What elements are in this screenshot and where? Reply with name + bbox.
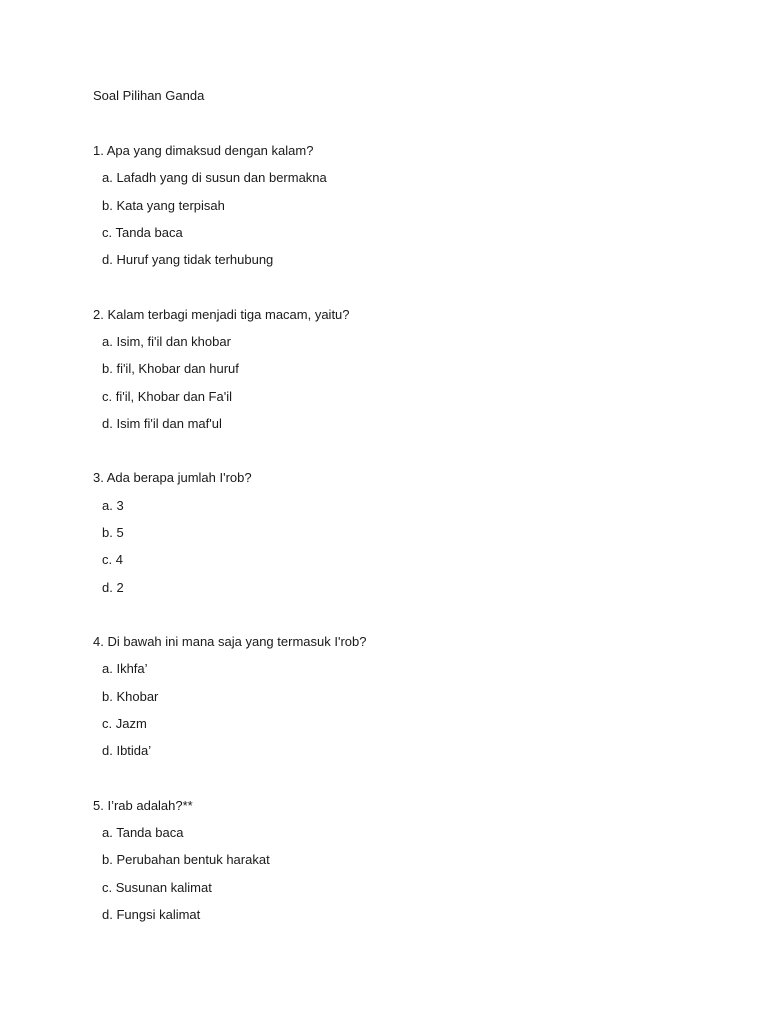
- options-list: [93, 660, 733, 760]
- document-page: [93, 87, 733, 960]
- option-b: b. Perubahan bentuk harakat: [102, 852, 270, 868]
- option-c: c. Susunan kalimat: [102, 879, 212, 895]
- option-a: a. Lafadh yang di susun dan bermakna: [102, 170, 327, 186]
- options-list: [93, 824, 733, 924]
- option-a: a. 3: [102, 497, 124, 513]
- question-text: 5. I’rab adalah?**: [93, 797, 193, 813]
- question-text: 2. Kalam terbagi menjadi tiga macam, yaitu?: [93, 306, 350, 322]
- option-d: d. Huruf yang tidak terhubung: [102, 252, 274, 268]
- question-2: [93, 306, 733, 433]
- question-text: 1. Apa yang dimaksud dengan kalam?: [93, 143, 314, 158]
- question-text: 3. Ada berapa jumlah I'rob?: [93, 470, 252, 486]
- option-d: d. Fungsi kalimat: [102, 906, 201, 922]
- option-a: a. Ikhfa’: [102, 661, 148, 677]
- option-c: c. Jazm: [102, 715, 147, 731]
- question-3: [93, 469, 733, 596]
- option-a: a. Tanda baca: [102, 825, 184, 841]
- options-list: [93, 333, 733, 433]
- question-text: 4. Di bawah ini mana saja yang termasuk I'rob?: [93, 634, 367, 650]
- option-b: b. 5: [102, 524, 124, 540]
- question-5: [93, 797, 733, 924]
- option-c: c. fi'il, Khobar dan Fa'il: [102, 388, 232, 404]
- question-1: [93, 142, 733, 269]
- option-d: d. 2: [102, 579, 124, 595]
- option-c: c. 4: [102, 552, 123, 568]
- option-d: d. Isim fi'il dan maf'ul: [102, 415, 222, 431]
- question-4: [93, 633, 733, 760]
- option-d: d. Ibtida’: [102, 743, 152, 759]
- options-list: [93, 169, 733, 269]
- option-b: b. fi'il, Khobar dan huruf: [102, 361, 239, 377]
- document-title: Soal Pilihan Ganda: [93, 88, 205, 103]
- option-b: b. Khobar: [102, 688, 159, 704]
- option-c: c. Tanda baca: [102, 224, 183, 240]
- options-list: [93, 497, 733, 597]
- option-b: b. Kata yang terpisah: [102, 197, 225, 213]
- option-a: a. Isim, fi'il dan khobar: [102, 333, 231, 349]
